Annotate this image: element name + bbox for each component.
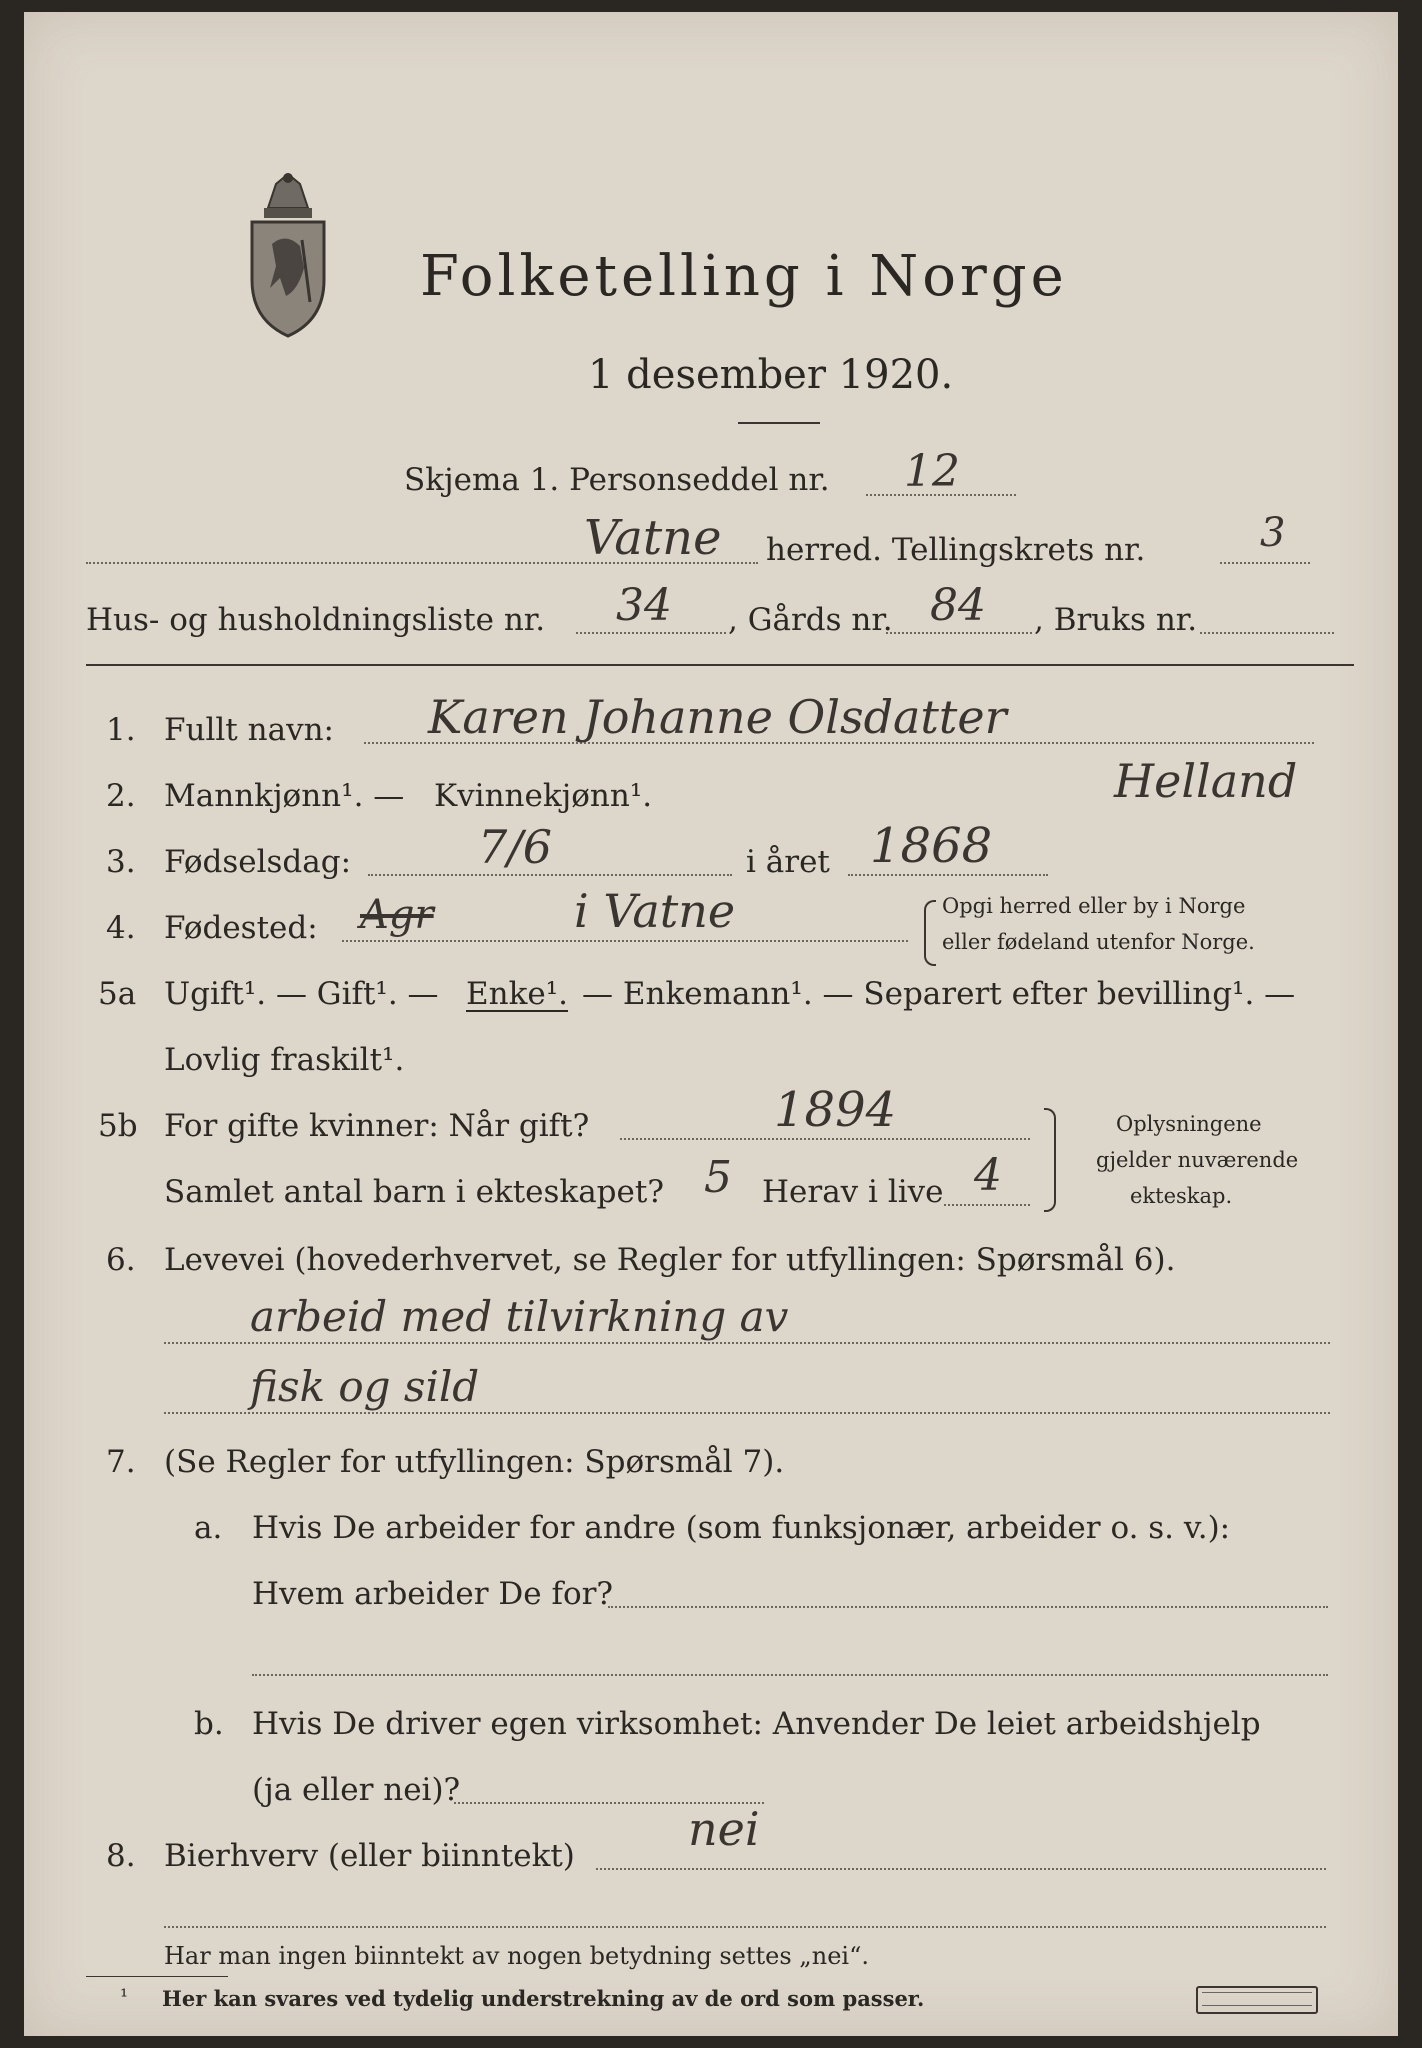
q7-label: (Se Regler for utfyllingen: Spørsmål 7).: [164, 1444, 785, 1480]
personseddel-nr: 12: [904, 446, 960, 497]
q5a-before: Ugift¹. — Gift¹. —: [164, 976, 439, 1012]
gards-label: , Gårds nr.: [728, 602, 893, 638]
hus-line: [576, 632, 726, 634]
q3-label: Fødselsdag:: [164, 844, 352, 880]
q6-line-1: [164, 1342, 1330, 1344]
coat-of-arms-icon: [246, 170, 330, 340]
q7b-text: Hvis De driver egen virksomhet: Anvender De leiet arbeidshjelp: [252, 1706, 1261, 1742]
q5b-value: 1894: [774, 1082, 897, 1138]
tellingskrets-line: [1220, 562, 1310, 564]
q5a-enke: Enke¹.: [466, 976, 569, 1012]
q5b-number: 5b: [98, 1108, 138, 1144]
gards-line: [886, 632, 1032, 634]
census-form: [24, 12, 1398, 2036]
q4-brace: [924, 900, 936, 966]
q3-value: 7/6: [478, 820, 553, 874]
q7a-question: Hvem arbeider De for?: [252, 1576, 614, 1612]
q5b-note-1: Oplysningene: [1116, 1112, 1262, 1136]
bruks-line: [1200, 632, 1334, 634]
q6-value-1: arbeid med tilvirkning av: [250, 1292, 789, 1341]
hus-nr: 34: [616, 580, 672, 631]
q5a-after: — Enkemann¹. — Separert efter bevilling¹. —: [582, 976, 1296, 1012]
q4-note-1: Opgi herred eller by i Norge: [942, 894, 1246, 918]
herred-label: herred. Tellingskrets nr.: [766, 532, 1146, 568]
schema-label: Skjema 1. Personseddel nr.: [404, 462, 830, 498]
q5b-live: 4: [974, 1150, 1002, 1201]
q1-value-2: Helland: [1114, 754, 1298, 808]
q8-line-2: [164, 1926, 1326, 1928]
q4-struck-value: Agr: [360, 892, 434, 938]
q5b-label-3: Herav i live: [762, 1174, 944, 1210]
footnote-text: Her kan svares ved tydelig understrekning av de ord som passer.: [162, 1986, 925, 2011]
footnote-mark: ¹: [120, 1984, 129, 2008]
q2-number: 2.: [106, 778, 136, 814]
q5b-live-line: [944, 1204, 1030, 1206]
bruks-label: , Bruks nr.: [1034, 602, 1198, 638]
q2-female: Kvinnekjønn¹.: [434, 778, 653, 814]
q7a-letter: a.: [194, 1510, 223, 1546]
q5b-note-2: gjelder nuværende: [1096, 1148, 1299, 1172]
q4-note-2: eller fødeland utenfor Norge.: [942, 930, 1255, 954]
printer-stamp-icon: [1196, 1986, 1318, 2014]
herred-value: Vatne: [584, 510, 722, 566]
q5a-number: 5a: [98, 976, 137, 1012]
q1-number: 1.: [106, 712, 136, 748]
q3-year-line: [848, 874, 1048, 876]
q7a-text: Hvis De arbeider for andre (som funksjonær, arbeider o. s. v.):: [252, 1510, 1231, 1546]
section-divider: [86, 664, 1354, 666]
footnote-divider: [86, 1976, 228, 1977]
q8-label: Bierhverv (eller biinntekt): [164, 1838, 575, 1874]
q5b-line: [620, 1138, 1030, 1140]
q8-line: [596, 1868, 1326, 1870]
form-date: 1 desember 1920.: [588, 352, 954, 398]
q7b-letter: b.: [194, 1706, 224, 1742]
q1-label: Fullt navn:: [164, 712, 334, 748]
q7a-line-2: [252, 1674, 1328, 1676]
q5b-label-2: Samlet antal barn i ekteskapet?: [164, 1174, 664, 1210]
q5b-note-3: ekteskap.: [1130, 1184, 1233, 1208]
q4-line: [342, 940, 908, 942]
q3-year: 1868: [870, 818, 993, 874]
q6-label: Levevei (hovederhvervet, se Regler for utfyllingen: Spørsmål 6).: [164, 1242, 1176, 1278]
q6-value-2: fisk og sild: [250, 1362, 480, 1411]
footer-note: Har man ingen biinntekt av nogen betydning settes „nei“.: [164, 1942, 869, 1970]
q7-number: 7.: [106, 1444, 136, 1480]
q6-line-2: [164, 1412, 1330, 1414]
form-title: Folketelling i Norge: [420, 244, 1068, 309]
title-divider: [738, 422, 820, 424]
q3-number: 3.: [106, 844, 136, 880]
q5b-barn: 5: [704, 1152, 732, 1203]
q5a-line-2: Lovlig fraskilt¹.: [164, 1042, 405, 1078]
q4-label: Fødested:: [164, 910, 318, 946]
q3-line: [368, 874, 732, 876]
q4-value: i Vatne: [574, 884, 736, 938]
q3-year-label: i året: [746, 844, 830, 880]
q2-male: Mannkjønn¹. —: [164, 778, 405, 814]
tellingskrets-nr: 3: [1260, 510, 1286, 556]
q4-number: 4.: [106, 910, 136, 946]
gards-nr: 84: [930, 580, 986, 631]
q8-number: 8.: [106, 1838, 136, 1874]
q1-value: Karen Johanne Olsdatter: [428, 690, 1007, 744]
q5b-label: For gifte kvinner: Når gift?: [164, 1108, 590, 1144]
q5b-brace: [1044, 1108, 1056, 1212]
q6-number: 6.: [106, 1242, 136, 1278]
hus-label: Hus- og husholdningsliste nr.: [86, 602, 546, 638]
q7a-line-1: [608, 1606, 1328, 1608]
q8-value: nei: [688, 1802, 760, 1856]
q7b-question: (ja eller nei)?: [252, 1772, 461, 1808]
